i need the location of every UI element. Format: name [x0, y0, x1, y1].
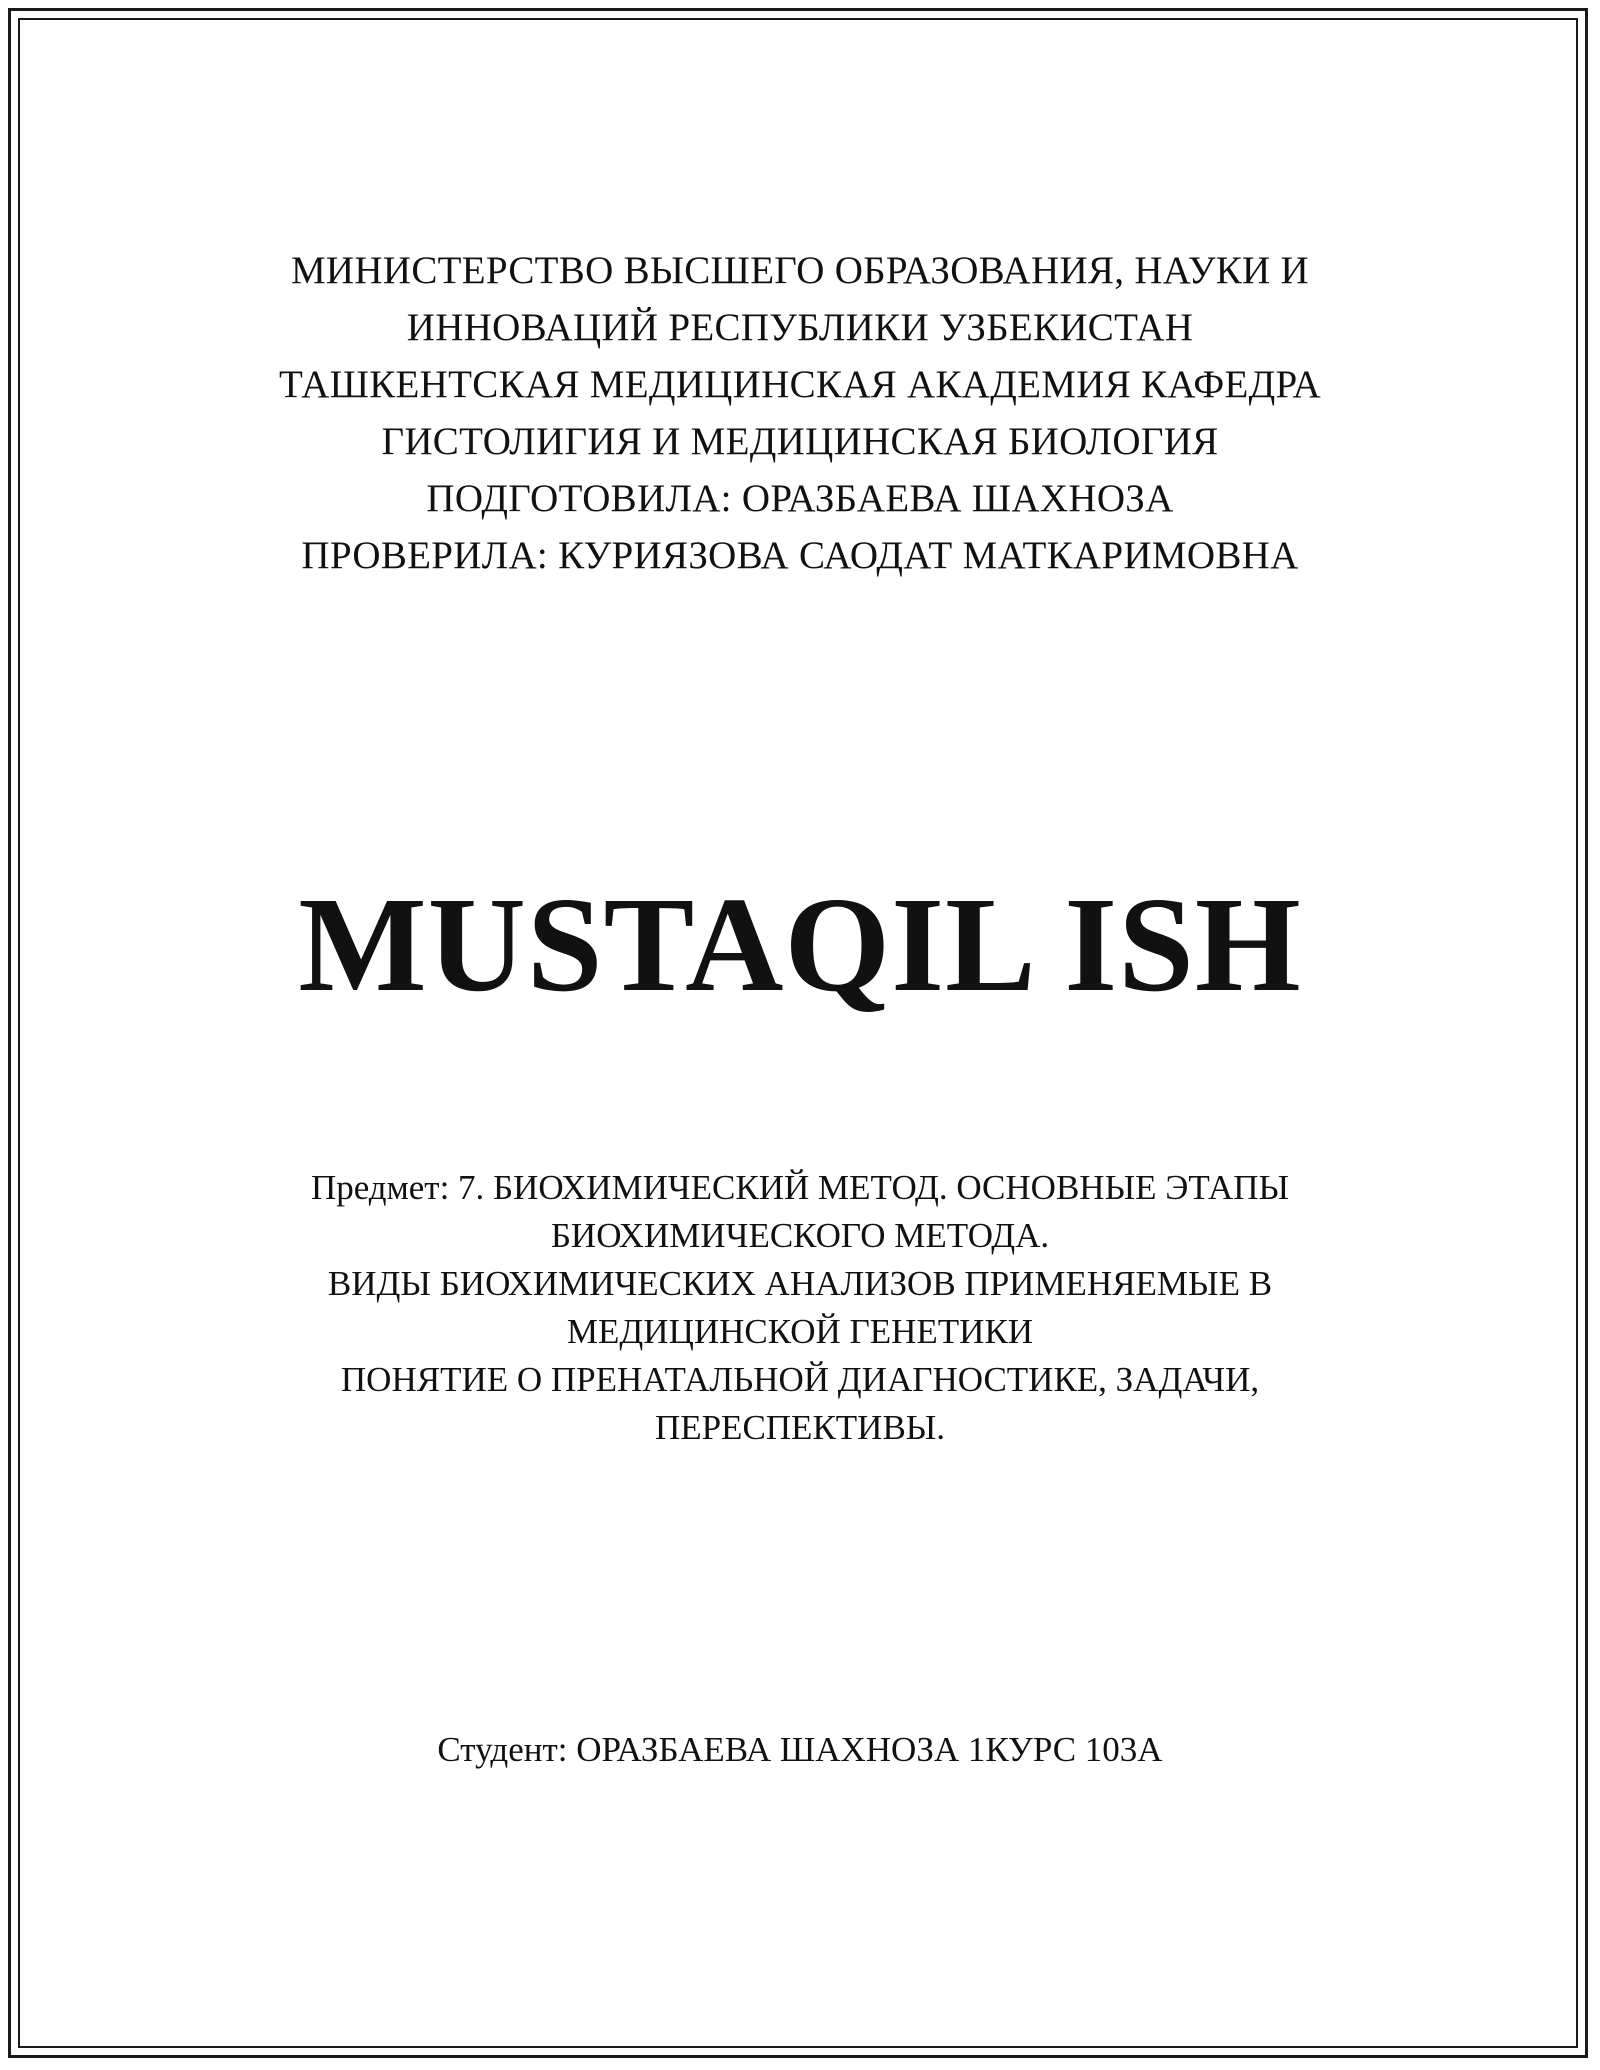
- subject-line: ПОНЯТИЕ О ПРЕНАТАЛЬНОЙ ДИАГНОСТИКЕ, ЗАДАЧИ,: [340, 1360, 1260, 1399]
- checked-by-line: ПРОВЕРИЛА: КУРИЯЗОВА САОДАТ МАТКАРИМОВНА: [301, 534, 1299, 577]
- header-line: ТАШКЕНТСКАЯ МЕДИЦИНСКАЯ АКАДЕМИЯ КАФЕДРА: [278, 363, 1322, 406]
- subject-line: ВИДЫ БИОХИМИЧЕСКИХ АНАЛИЗОВ ПРИМЕНЯЕМЫЕ В: [327, 1264, 1273, 1303]
- subject-block: [0, 1164, 1600, 1452]
- header-line: ИННОВАЦИЙ РЕСПУБЛИКИ УЗБЕКИСТАН: [406, 306, 1194, 349]
- header-line: ГИСТОЛИГИЯ И МЕДИЦИНСКАЯ БИОЛОГИЯ: [381, 420, 1219, 463]
- header-line: МИНИСТЕРСТВО ВЫСШЕГО ОБРАЗОВАНИЯ, НАУКИ И: [290, 249, 1310, 292]
- subject-line: МЕДИЦИНСКОЙ ГЕНЕТИКИ: [566, 1312, 1034, 1351]
- prepared-by-line: ПОДГОТОВИЛА: ОРАЗБАЕВА ШАХНОЗА: [426, 477, 1174, 520]
- document-title: MUSTAQIL ISH: [298, 870, 1302, 1020]
- subject-line: БИОХИМИЧЕСКОГО МЕТОДА.: [550, 1216, 1050, 1255]
- institution-header: [0, 242, 1600, 584]
- student-info: Студент: ОРАЗБАЕВА ШАХНОЗА 1КУРС 103А: [437, 1730, 1163, 1769]
- subject-line: ПЕРЕСПЕКТИВЫ.: [654, 1408, 946, 1447]
- subject-line: Предмет: 7. БИОХИМИЧЕСКИЙ МЕТОД. ОСНОВНЫЕ ЭТАПЫ: [310, 1168, 1290, 1207]
